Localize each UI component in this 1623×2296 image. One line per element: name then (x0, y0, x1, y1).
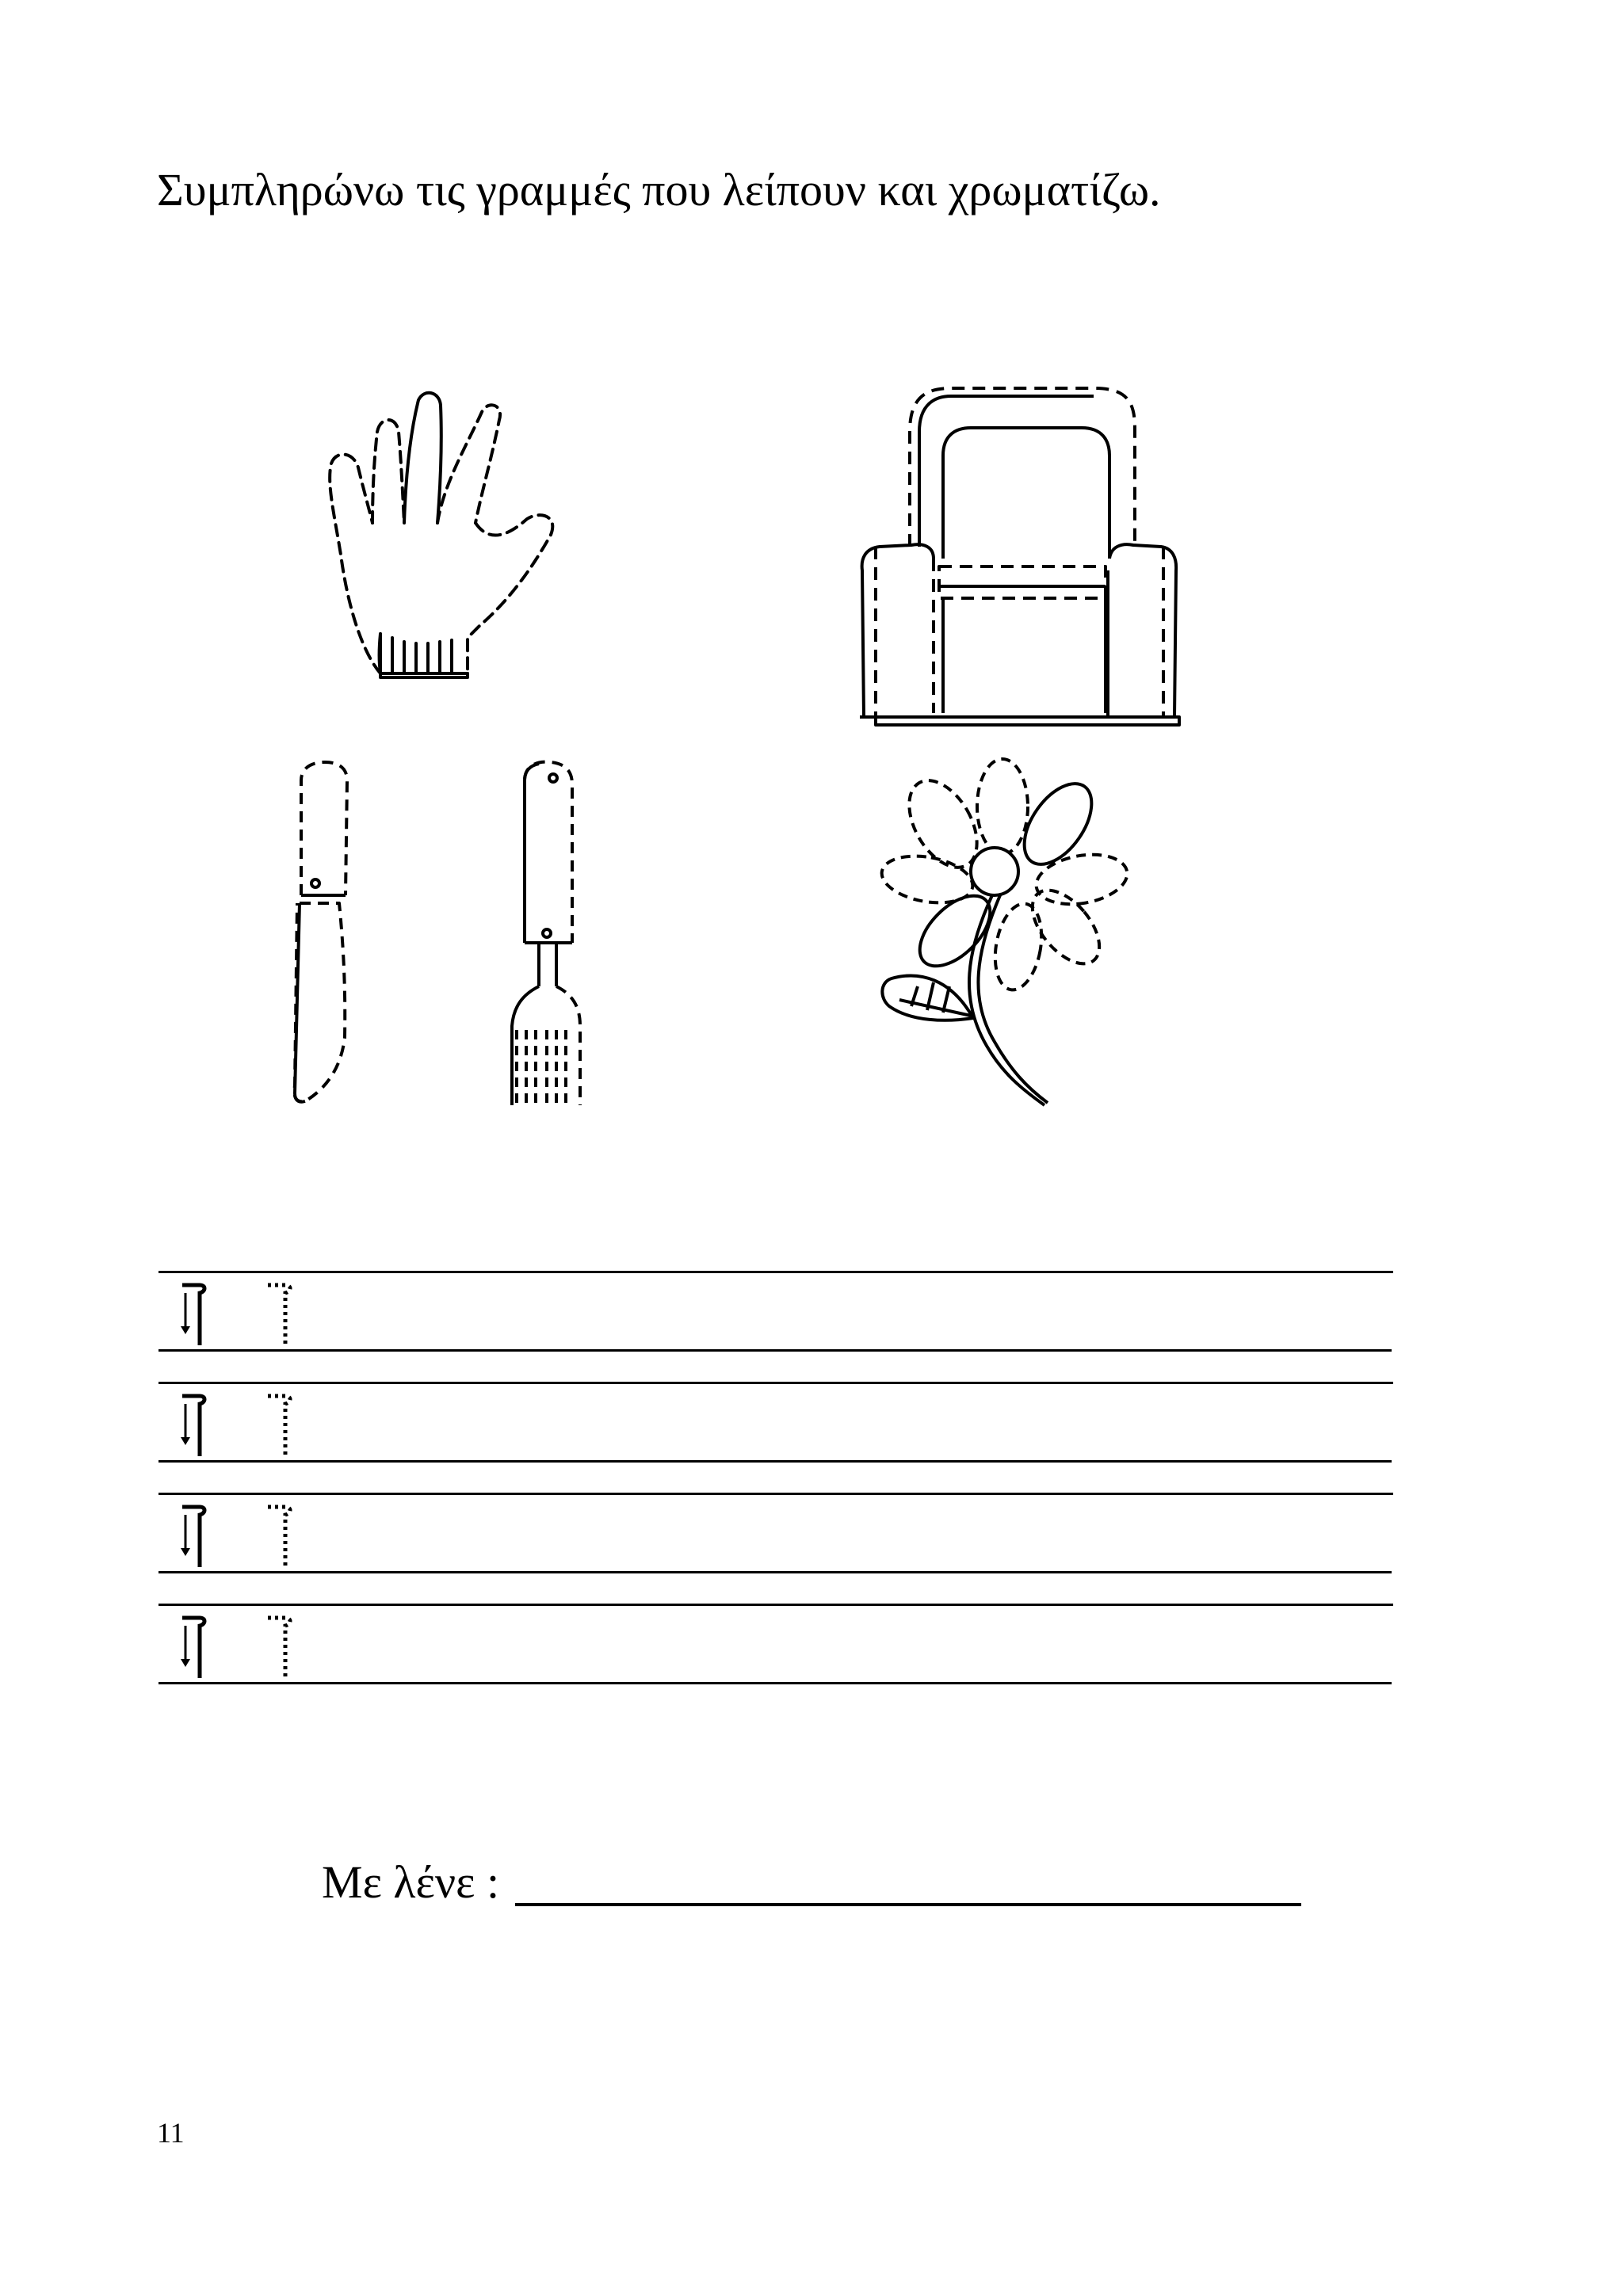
top-guide-line (158, 1382, 1393, 1384)
trace-hook-stroke-icon (262, 1497, 309, 1573)
trace-hook-stroke-icon (262, 1386, 309, 1462)
trace-hook-stroke-icon (262, 1276, 309, 1351)
trace-hook-stroke-icon (262, 1608, 309, 1684)
model-hook-stroke-icon (176, 1608, 239, 1684)
model-hook-stroke-icon (176, 1386, 239, 1462)
baseline (158, 1571, 1392, 1573)
instruction-text: Συμπληρώνω τις γραμμές που λείπουν και χρωματίζω. (157, 164, 1161, 215)
model-hook-stroke-icon (176, 1276, 239, 1351)
armchair-icon (860, 388, 1179, 725)
baseline (158, 1460, 1392, 1463)
model-hook-stroke-icon (176, 1497, 239, 1573)
baseline (158, 1682, 1392, 1684)
knife-icon (294, 762, 347, 1102)
name-label: Με λένε : (322, 1856, 500, 1908)
name-write-line[interactable] (515, 1903, 1301, 1906)
baseline (158, 1349, 1392, 1352)
top-guide-line (158, 1271, 1393, 1273)
flower-icon (878, 759, 1131, 1105)
top-guide-line (158, 1604, 1393, 1606)
top-guide-line (158, 1493, 1393, 1495)
hand-icon (330, 393, 552, 677)
page-number: 11 (157, 2117, 185, 2149)
fork-icon (512, 762, 580, 1105)
